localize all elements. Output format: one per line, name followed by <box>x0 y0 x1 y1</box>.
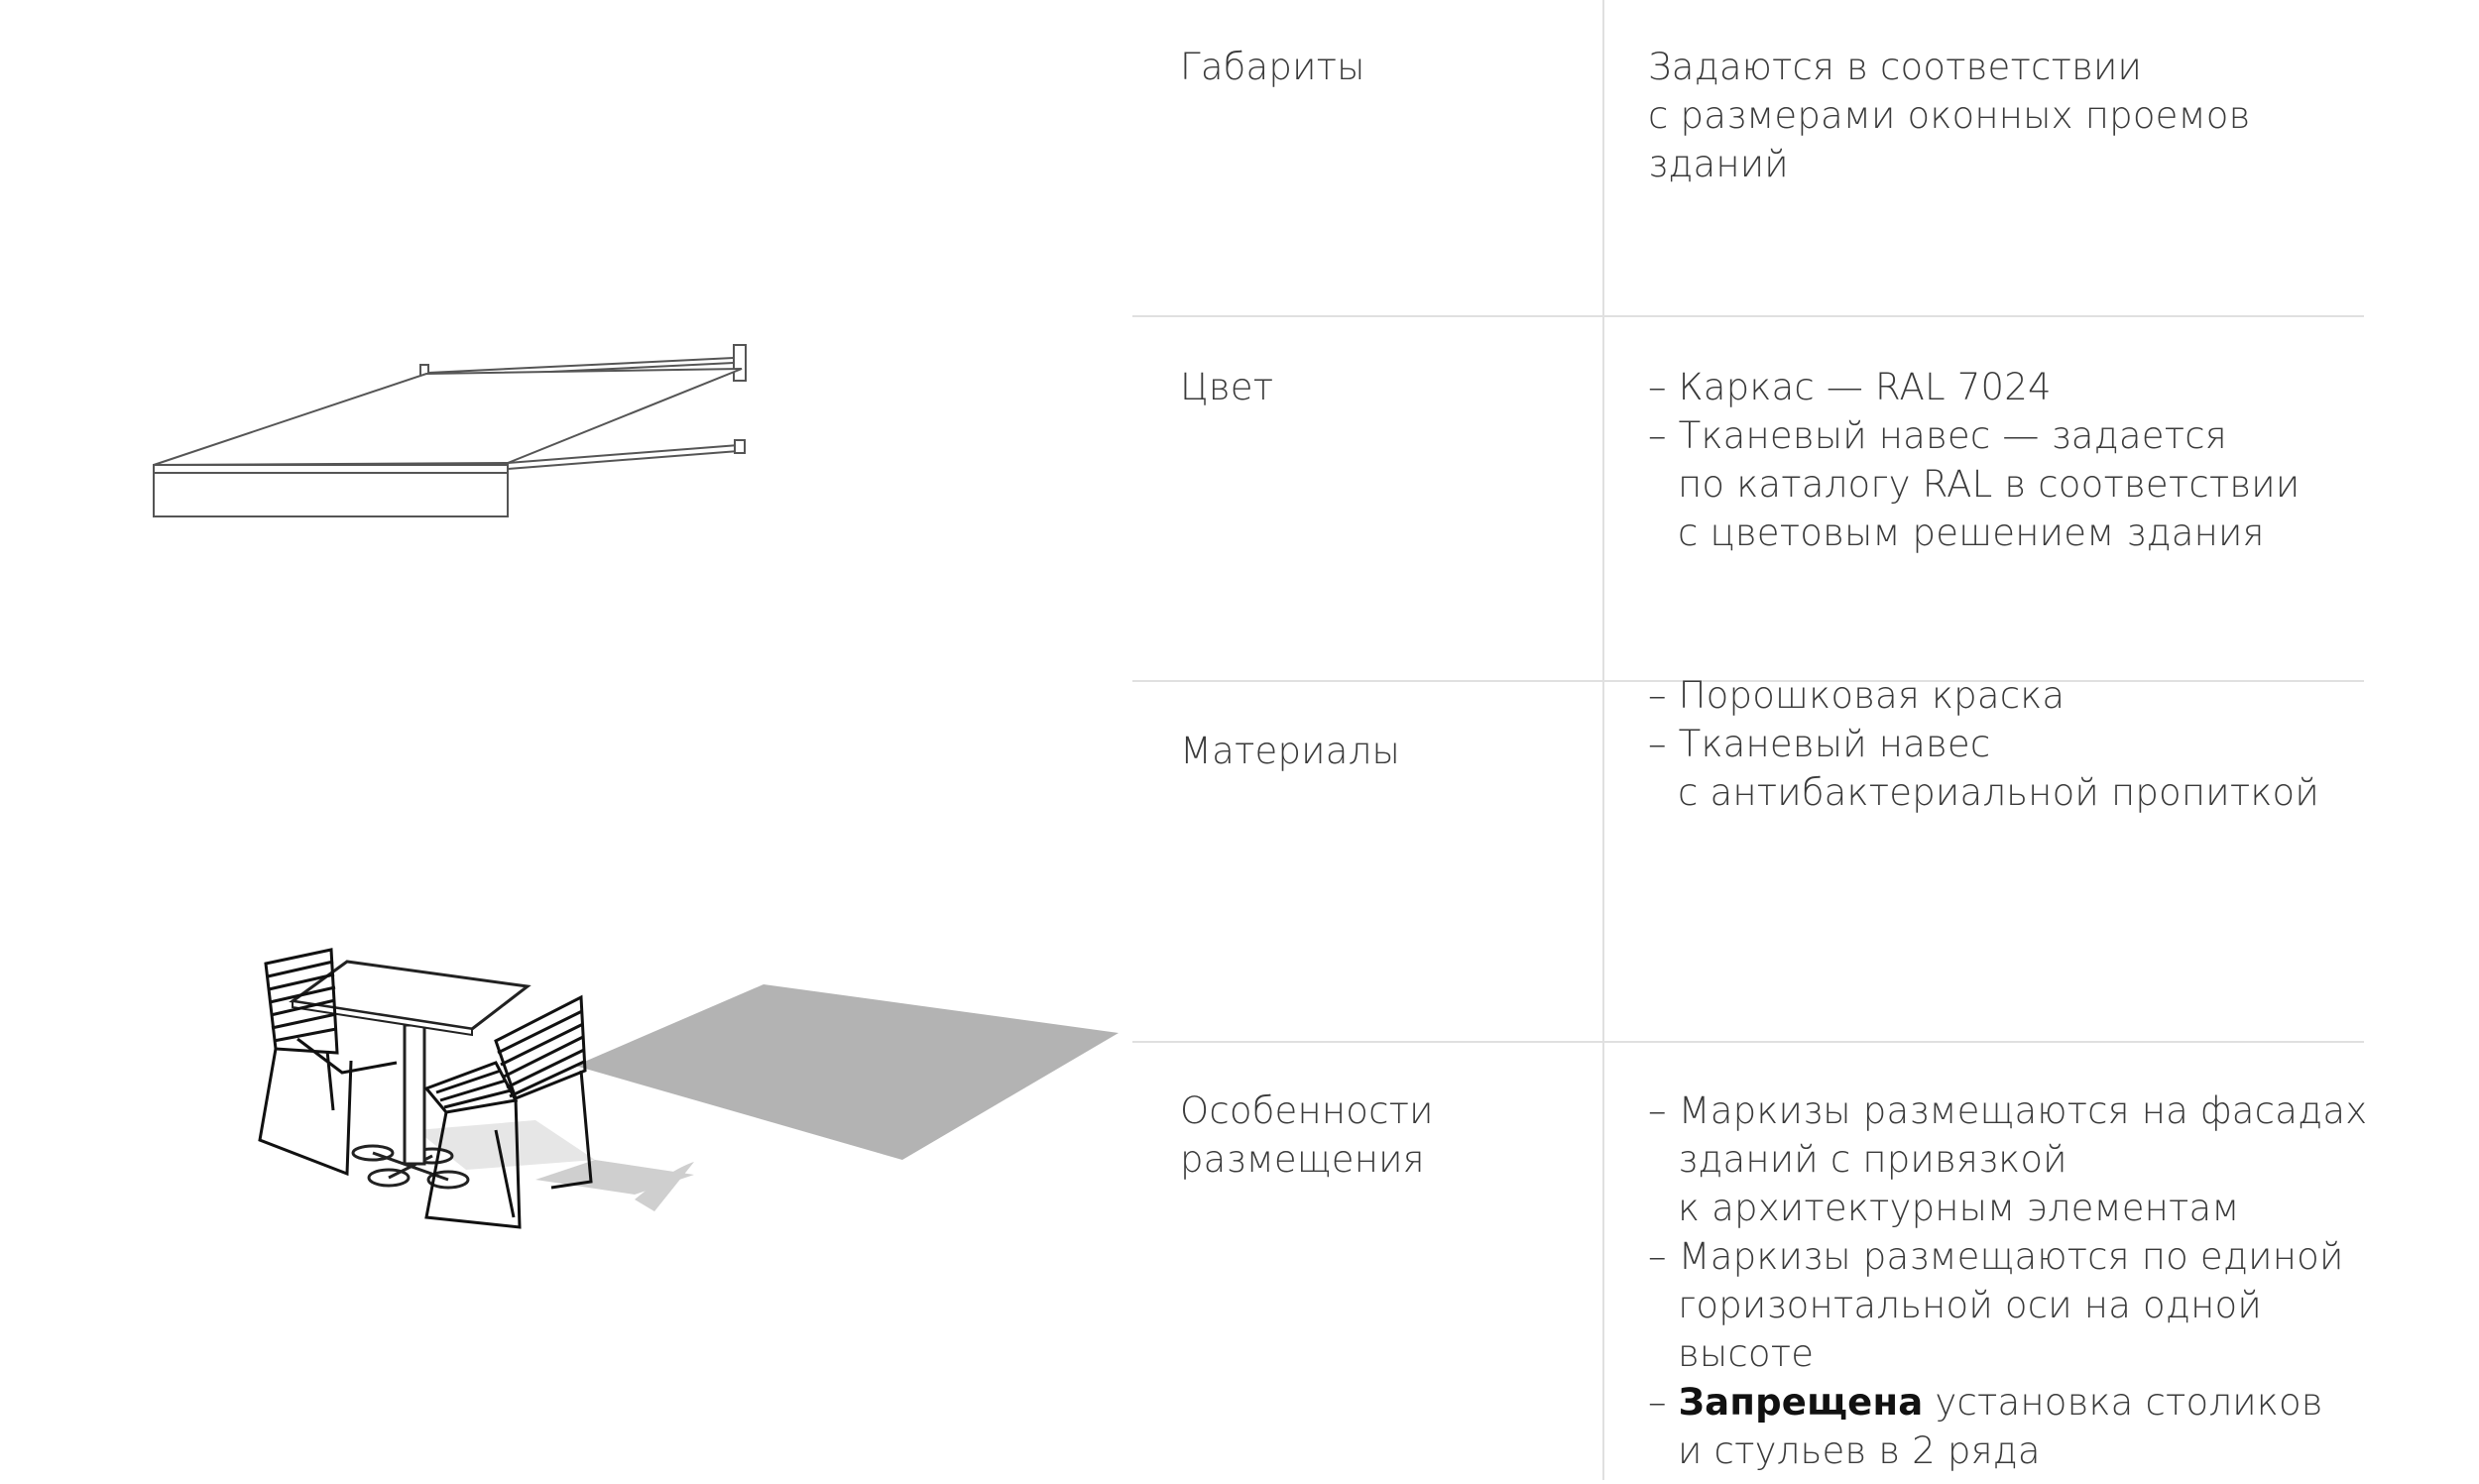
row-label-color: Цвет <box>1180 366 1274 408</box>
value-line: – Маркизы размещаются на фасадах <box>1648 1089 2368 1132</box>
value-line: и стульев в 2 ряда <box>1678 1429 2041 1472</box>
value-line: с антибактериальной пропиткой <box>1678 771 2319 814</box>
value-line: к архитектурным элементам <box>1678 1187 2240 1229</box>
row-value-dimensions <box>1648 43 2421 188</box>
value-line: Задаются в соответствии <box>1648 46 2143 88</box>
row-value-materials <box>1648 671 2421 817</box>
value-line-prohibited <box>1648 1378 2421 1427</box>
row-value-placement <box>1648 1086 2421 1475</box>
value-line: – Тканевый навес — задается <box>1648 414 2227 457</box>
row-divider <box>1132 315 2364 317</box>
awning-illustration <box>154 345 746 516</box>
value-line: зданий <box>1648 143 1789 185</box>
row-divider <box>1132 1041 2364 1043</box>
value-line: с цветовым решением здания <box>1678 512 2265 554</box>
value-line: с размерами оконных проемов <box>1648 94 2251 137</box>
list-dash: – <box>1648 1381 1679 1424</box>
value-line: – Порошковая краска <box>1648 674 2066 717</box>
value-line: – Маркизы размещаются по единой <box>1648 1235 2344 1278</box>
table-chairs-illustration <box>260 950 1119 1227</box>
row-label-dimensions: Габариты <box>1180 46 1365 88</box>
value-line: зданий с привязкой <box>1678 1138 2067 1181</box>
row-label-placement <box>1180 1086 1577 1184</box>
row-label-materials: Материалы <box>1180 730 1400 772</box>
value-line: – Каркас — RAL 7024 <box>1648 366 2052 408</box>
illustrations-area <box>0 0 1130 1480</box>
prohibited-emphasis: Запрещена <box>1678 1381 1924 1424</box>
label-line: Особенности <box>1180 1089 1434 1132</box>
value-line: горизонтальной оси на одной <box>1678 1284 2262 1326</box>
label-line: размещения <box>1180 1138 1425 1181</box>
value-line: по каталогу RAL в соответствии <box>1678 463 2301 506</box>
value-line: высоте <box>1678 1332 1815 1375</box>
column-divider <box>1602 0 1604 1480</box>
prohibited-rest: установка столиков <box>1923 1381 2323 1424</box>
value-line: – Тканевый навес <box>1648 723 1991 765</box>
row-value-color <box>1648 363 2421 557</box>
